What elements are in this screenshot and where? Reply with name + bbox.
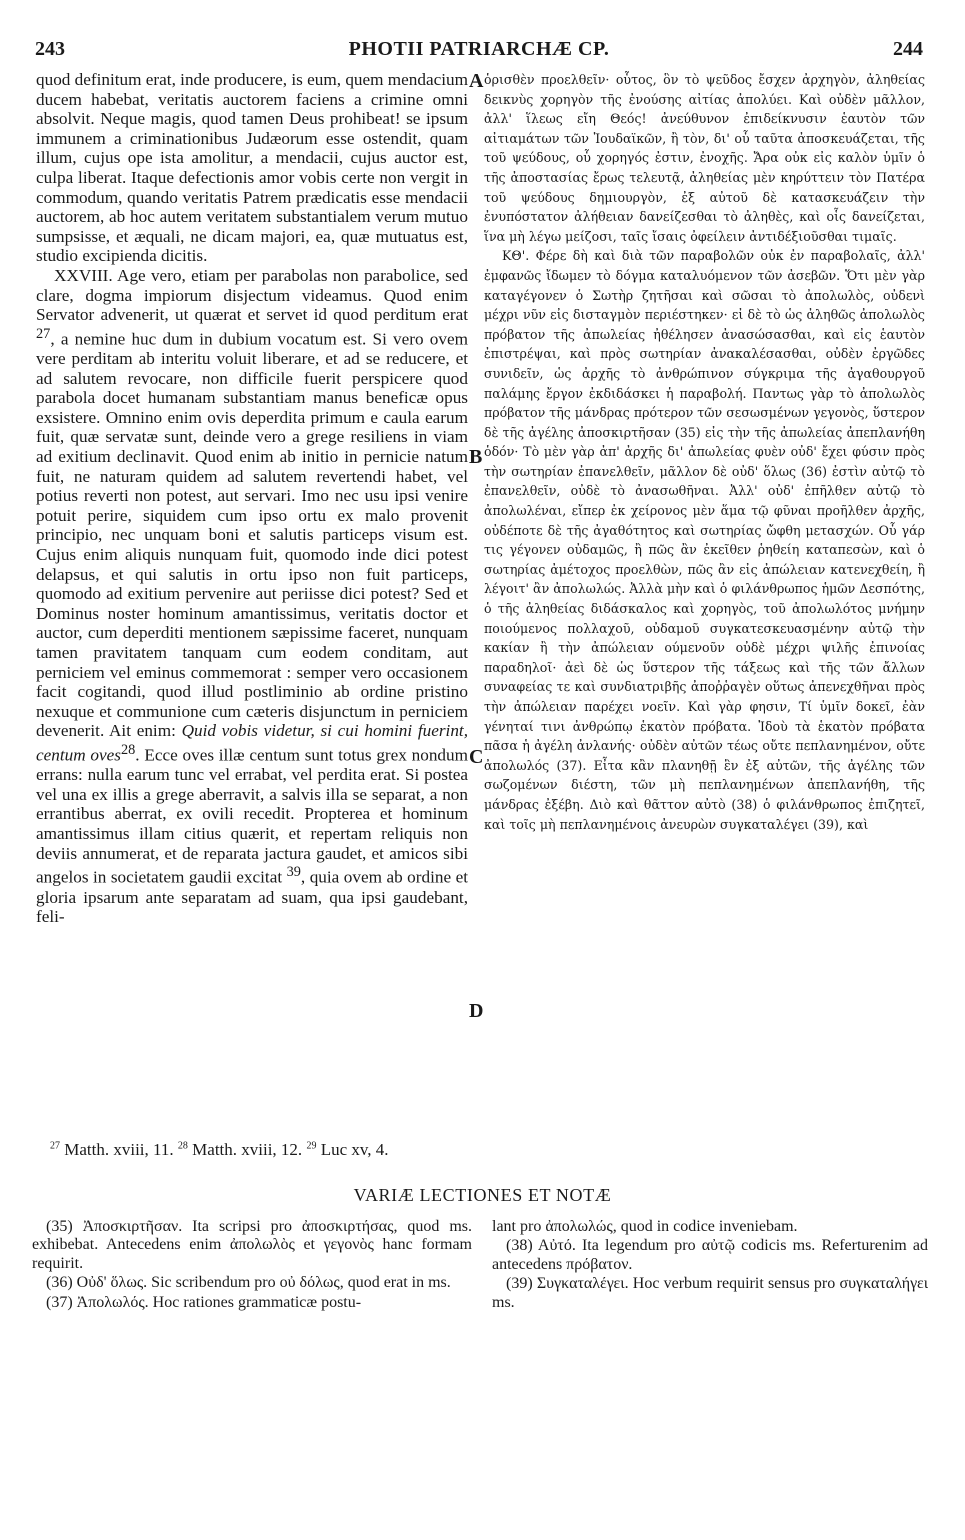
latin-text: , a nemine huc dum in dubium vocatum est. Si vero ovem vere perditam ab interitu voluit liberare, et ad se reducere, et ad salutem revocare, non difficile fuerit perspicere quod parabola docet humanam substantiam manus beneficæ opus exsistere. Omnino enim ovis deperdita primum e caula earum fuit, quæ servatæ sunt, deinde vero a grege resiliens in viam ad exitium declinavit. Quod enim ab initio in pernicie natum fuit, ne naturam quidem ad salutem revertendi habet, vel potius reverti non potest, aut servari. Imo nec usu ipsi venire potuit perire, siquidem cum ipso ortu ex malo provenit principio, nec unquam boni et salutis particeps visum est. Cujus enim aliquis nunquam fuit, quomodo inde dici potest delapsus, et qui salutis in ortu ipso non fuit particeps, quomodo ad exitium pervenire aut periisse dici potest? Sed et Dominus noster hominum amantissimus, veritatis doctor et auctor, cum deperditi mentionem sæpissime faceret, nunquam tamen pravitatem tanquam cum eodem conditam, aut perniciem vel eminus commemorat : semper vero occasionem facit cogitandi, quod illud postliminio ab ordine pristino nexuque et communione cum cæteris disjunctum in perniciem devenerit. Ait enim: (36, 329, 468, 741)
column-marker-a: A (469, 70, 484, 92)
page-number-left: 243 (35, 38, 65, 60)
footnote-number-27: 27 (50, 1140, 60, 1152)
notes-heading: VARIÆ LECTIONES ET NOTÆ (353, 1185, 612, 1205)
column-marker-b: B (469, 446, 483, 468)
note-35: (35) Ἀποσκιρτῆσαν. Ita scripsi pro ἀποσκιρτήσας, quod ms. exhibebat. Antecedens enim ἀπολωλὸς et γεγονὸς hanc formam requirit. (32, 1218, 472, 1272)
latin-column (36, 70, 468, 1122)
page-number-right: 244 (893, 38, 923, 60)
latin-paragraph-2 (36, 266, 468, 927)
footnote-29: Luc xv, 4. (316, 1140, 389, 1159)
column-marker-d: D (469, 1000, 484, 1022)
note-37-continued: lant pro ἀπολωλώς, quod in codice inveniebam. (492, 1218, 798, 1235)
scripture-quote: Quid vobis videtur, si cui homini fuerint, centum oves (36, 721, 468, 765)
notes-left-column (32, 1218, 472, 1428)
greek-paragraph-2: ΚΘ'. Φέρε δὴ καὶ διὰ τῶν παραβολῶν οὐκ ἐν παραβολαῖς, ἀλλ' ἐμφανῶς ἴδωμεν τὸ δόγμα καταλυόμενον τῶν ἀσεβῶν. Ὅτι μὲν γὰρ καταγέγονεν ὁ Σωτὴρ ζητῆσαι καὶ σῶσαι τὸ ἀπολωλὸς, οὐδενὶ μέχρι νῦν εἰς δισταγμὸν περιέστηκεν· εἰ δὲ τὸ ὡς ἀληθῶς ἀπολωλὸς πρόβατον τῆς ἀπωλείας ἠθέλησεν ἀνασώσασθαι, καὶ εἰς ἑαυτὸν ἐπιστρέψαι, καὶ πρὸς σωτηρίαν ἀνακαλέσασθαι, οὐδὲν ἐργῶδες συνιδεῖν, ὡς ἀρχῆς τὸ ἀνθρώπινον σύγκριμα τῆς ἀγαθουργοῦ παλάμης ἔργον ἐκδιδάσκει ἡ παραβολή. Παντως γὰρ τὸ ἀπολωλὸς πρόβατον τῆς μάνδρας πρότερον τῶν σεσωσμένων γεγονὸς, ὕστερον δὲ τῆς ἀγέλης ἀποσκιρτῆσαν (35) εἰς τὴν τῆς ἀπωλείας ἀπεπλανήθη ὁδόν· Τὸ μὲν γὰρ ἀπ' ἀρχῆς δι' ἀπωλείας φυὲν οὐδ' ἔχει φύσιν πρὸς τὴν σωτηρίαν ἐπανελθεῖν, μᾶλλον δὲ οὐδ' ὅλως (36) ἐστὶν αὐτῷ τὸ ἐπανελθεῖν, οὐδὲ τὸ ἀνασωθῆναι. Ἀλλ' οὐδ' ἐπῆλθεν αὐτῷ τὸ ἀπολωλέναι, εἴπερ ἐκ χείρονος μὲν ἅμα τῷ φῦναι προῆλθεν ἀρχῆς, οὐδέποτε δὲ τῆς ἀγαθότητος καὶ σωτηρίας ὤφθη μετασχών. Οὗ γάρ τις γέγονεν οὐδαμῶς, ἢ πῶς ἂν ἐκεῖθεν ῥηθείη καταπεσὼν, καὶ ὁ σωτηρίας ἀμέτοχος προελθὼν, πῶς ἂν εἰς ἀπώλειαν κατενεχθείη, ἢ λέγοιτ' ἂν ἀπολωλώς. Ἀλλὰ μὴν καὶ ὁ φιλάνθρωπος ἡμῶν Δεσπότης, ὁ τῆς ἀληθείας διδάσκαλος καὶ χορηγὸς, τοῦ ἀπολωλότος μνήμην ποιούμενος πολλαχοῦ, οὐδαμοῦ συγκατεσκευασμένην αὐτῷ τὴν κακίαν ἢ τὴν ἀπώλειαν ούμενοῦν οὐδὲ μέχρι ψιλῆς ἐπινοίας παραδηλοῖ· ἀεὶ δὲ ὡς ὕστερον τῆς τάξεως καὶ τῆς τῶν ἄλλων συναφείας τε καὶ συνδιατριβῆς ἀποῤῥαγὲν οὕτως ἀπενεχθῆναι πρὸς τὴν ἀπώλειαν παρέχει νοεῖν. Καὶ γὰρ φησιν, Τί ὑμῖν δοκεῖ, ἐὰν γένηταί τινι ἀνθρώπῳ ἑκατὸν πρόβατα. Ἰδοὺ τὰ ἑκατὸν πρόβατα πᾶσα ἡ ἀγέλη ἀνλανής· οὐδὲν αὐτῶν τέως οὔτε πεπλανημένον, οὔτε ἀπολωλός (37). Εἶτα κἂν πλανηθῇ ἓν ἐξ αὐτῶν, τῆς ἀγέλης τῶν σωζομένων διέστη, τῶν μὴ πεπλανημένων ἀπεπλανήθη, τῆς μάνδρας ἐξέβη. Διὸ καὶ θᾶττον αὐτὸ (38) ὁ φιλάνθρωπος ἐπιζητεῖ, καὶ τοῖς μὴ πεπλανημένοις ἀνευρὼν συγκαταλέγει (39), καὶ (484, 248, 925, 832)
latin-text: . Ecce oves illæ centum sunt totus grex nondum errans: nulla earum tunc vel errabat, vel perdita erat. Si postea vel una ex illis a grege aberravit, a salvis illa se separat, a non errantibus aberrat, ex ovili recedit. Propterea et hominum amantissimus illam citius quærit, et repertam reliquis non deviis annumerat, et de reparata jactura gaudet, et amicos sibi angelos in societatem gaudii excitat (36, 745, 468, 887)
note-37: (37) Ἀπολωλός. Hoc rationes grammaticæ postu- (46, 1293, 362, 1311)
latin-text: , quia ovem ab ordine et gloria ipsarum ante separatam ad suam, qua ipsi gaudebant, feli- (36, 867, 468, 927)
latin-text: XXVIII. Age vero, etiam per parabolas non parabolice, sed clare, dogma impiorum disjectum videamus. Quod enim Servator advenerit, ut quærat et servet id quod perditum erat (36, 265, 468, 325)
greek-column (484, 70, 925, 1122)
latin-paragraph-1: quod definitum erat, inde producere, is eum, quem mendacium ducem habebat, veritatis auctorem faciens a crimine omni absolvit. Neque magis, quod tamen Deus prohibeat! se ipsum immunem a criminationibus Judæorum esse ostendit, quam illum, cujus ope ista amolitur, a mendacii, cujus auctor est, culpa liberat. Itaque defectionis amor vobis certe non vergit in commodum, quando veritatis Patrem prædicatis esse mendacii auctorem, ab hoc autem veritatem substantialem verum mutuo sumpsisse, et æquali, ne dicam majori, ea, quæ mutuatus est, studio excipienda dicitis. (36, 70, 468, 266)
column-marker-c: C (469, 746, 484, 768)
footnote-28: Matth. xviii, 12. (187, 1140, 307, 1159)
footnote-ref-27: 27 (36, 325, 51, 342)
note-36: (36) Οὐδ' ὅλως. Sic scribendum pro οὐ δόλως, quod erat in ms. (46, 1274, 451, 1292)
footnote-ref-28: 28 (120, 741, 136, 758)
footnotes (50, 1140, 930, 1160)
footnote-27: Matth. xviii, 11. (60, 1140, 178, 1159)
greek-paragraph-1: ὁρισθὲν προελθεῖν· οὗτος, ὃν τὸ ψεῦδος ἔσχεν ἀρχηγὸν, ἀληθείας δεικνὺς χορηγὸν τῆς ἐνούσης αἰτίας ἀπολύει. Καὶ οὐδὲν μᾶλλον, ἀλλ' ἵλεως εἴη Θεός! ἀνεύθυνον ἐπιδείκνυσιν ἑαυτὸν τῶν αἰτιαμάτων τῶν Ἰουδαϊκῶν, ἢ τὸν, δι' οὗ ταῦτα ἀποσκευάζεται, τῆς τοῦ ψεύδους, οὗ χορηγός ἐστιν, ἐνοχῆς. Ἄρα οὐκ εἰς καλὸν ὑμῖν ὁ τῆς ἀποστασίας ἔρως τελευτᾷ, ἀληθείας μὲν κηρύττειν τὸν Πατέρα τοῦ ψεύδους δημιουργὸν, ἐξ αὐτοῦ δὲ κατασκευάζειν τὴν ἐνυπόστατον ἀλήθειαν δανείζεσθαι τὸ ἀληθὲς, καὶ οἷς δανείζεται, ἵνα μὴ λέγω μείζοσι, ταῖς ἴσαις ὀφείλειν ἀντιδέξιοῦσθαι τιμαῖς. (484, 72, 925, 244)
page-header (35, 38, 923, 64)
running-title: PHOTII PATRIARCHÆ CP. (348, 38, 610, 60)
note-38: (38) Αὐτό. Ita legendum pro αὐτῷ codicis ms. Referturenim ad antecedens πρόβατον. (492, 1237, 928, 1273)
footnote-ref-39: 39 (286, 864, 301, 881)
footnote-number-29: 29 (306, 1140, 317, 1152)
notes-right-column (492, 1218, 928, 1428)
note-39: (39) Συγκαταλέγει. Hoc verbum requirit sensus pro συγκαταλήγει ms. (492, 1275, 928, 1311)
footnote-number-28: 28 (177, 1140, 188, 1152)
